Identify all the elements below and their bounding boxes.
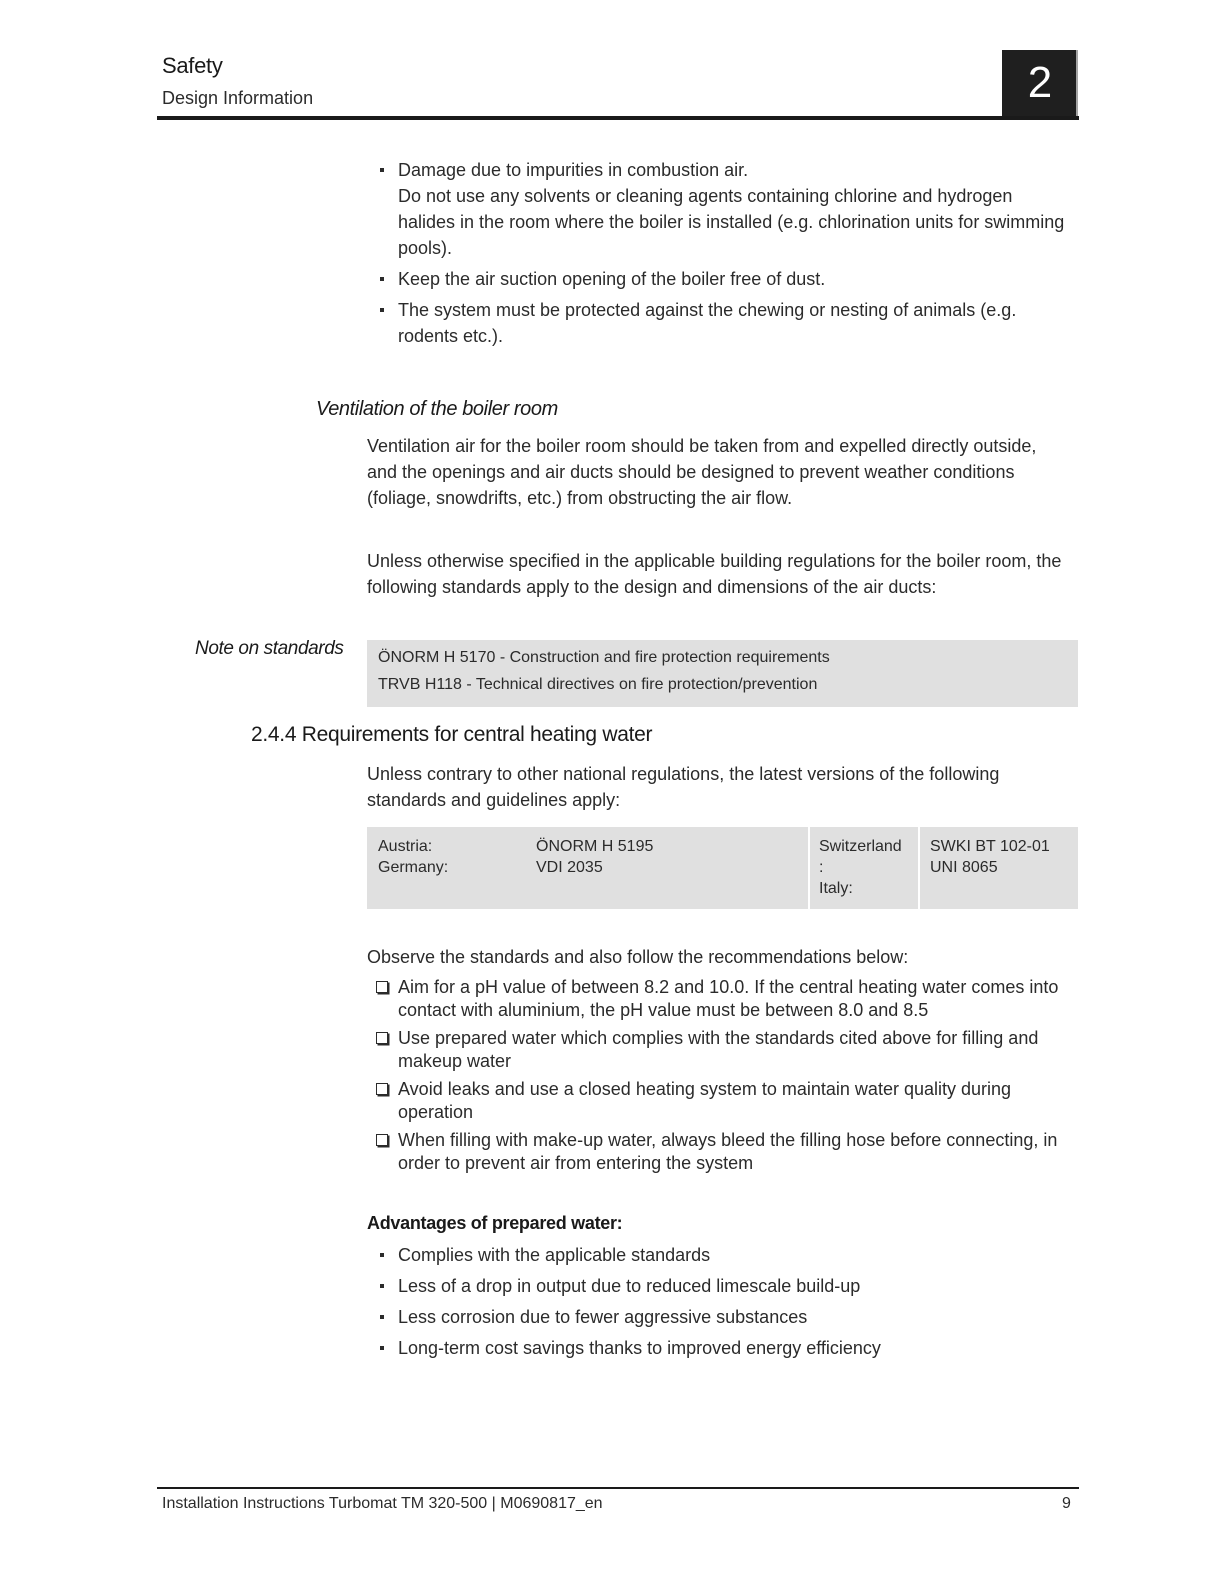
country-label: Switzerland [819,838,902,855]
recommendation-text: When filling with make-up water, always bleed the filling hose before connecting, in order to prevent air from entering the system [398,1130,1058,1173]
list-item [367,157,1067,261]
table-cell [810,827,918,909]
standard-line: ÖNORM H 5170 - Construction and fire protection requirements [378,649,830,666]
footer-divider [157,1487,1079,1489]
table-cell [920,827,1078,909]
bullet-detail: Do not use any solvents or cleaning agents containing chlorine and hydrogen halides in the room where the boiler is installed (e.g. chlorination units for swimming pools). [398,186,1065,258]
chapter-title: Safety [162,53,223,78]
list-item [367,297,1067,349]
section-intro-paragraph: Unless contrary to other national regulations, the latest versions of the following standards and guidelines apply: [367,764,1000,810]
recommendation-text: Avoid leaks and use a closed heating system to maintain water quality during operation [398,1079,1012,1122]
checkbox-square-icon [376,1083,388,1095]
checkbox-square-icon [376,981,388,993]
bullet-line: Keep the air suction opening of the boiler free of dust. [398,269,826,289]
note-on-standards-label: Note on standards [195,638,344,659]
list-item [367,1129,1067,1175]
list-item [367,266,1067,292]
list-item: Less of a drop in output due to reduced limescale build-up [367,1273,1067,1299]
national-standards-table [367,827,1078,909]
country-label: Germany: [378,859,449,876]
section-subtitle: Design Information [162,88,314,108]
list-item [367,976,1067,1022]
advantages-list [367,1242,1067,1361]
checkbox-square-icon [376,1134,388,1146]
standard-line: TRVB H118 - Technical directives on fire protection/prevention [378,676,818,693]
list-item: Complies with the applicable standards [367,1242,1067,1268]
advantages-heading: Advantages of prepared water: [367,1213,623,1233]
table-cell [367,827,808,909]
chapter-number-badge: 2 [1002,50,1078,120]
list-item: Long-term cost savings thanks to improved energy efficiency [367,1335,1067,1361]
header-divider [157,116,1079,120]
standard-code: VDI 2035 [536,859,603,876]
section-heading: 2.4.4 Requirements for central heating water [251,723,653,746]
list-item [367,1027,1067,1073]
page-number: 9 [1062,1495,1071,1512]
bullet-line: Damage due to impurities in combustion air. [398,160,749,180]
bullet-line: The system must be protected against the chewing or nesting of animals (e.g. rodents etc.). [398,300,1017,346]
footer-document-title: Installation Instructions Turbomat TM 320-500 | M0690817_en [162,1495,603,1512]
list-item [367,1078,1067,1124]
ventilation-heading: Ventilation of the boiler room [316,398,558,420]
list-item: Less corrosion due to fewer aggressive substances [367,1304,1067,1330]
standards-intro-paragraph: Unless otherwise specified in the applicable building regulations for the boiler room, the following standards apply to the design and dimensions of the air ducts: [367,551,1062,597]
recommendations-list [367,976,1067,1180]
country-label: Austria: [378,838,433,855]
standard-code: UNI 8065 [930,859,998,876]
note-on-standards-box [367,640,1078,707]
country-label: : [819,859,824,876]
standard-code: ÖNORM H 5195 [536,838,654,855]
ventilation-paragraph: Ventilation air for the boiler room should be taken from and expelled directly outside, and the openings and air ducts should be designed to prevent weather conditions (foliage, snowdrifts, etc.) from obstructing the air flow. [367,436,1037,508]
impurities-bullet-list [367,157,1067,349]
country-label: Italy: [819,880,853,897]
recommendation-text: Aim for a pH value of between 8.2 and 10.0. If the central heating water comes into contact with aluminium, the pH value must be between 8.0 and 8.5 [398,977,1059,1020]
checkbox-square-icon [376,1032,388,1044]
recommendation-text: Use prepared water which complies with the standards cited above for filling and makeup water [398,1028,1039,1071]
observe-text: Observe the standards and also follow the recommendations below: [367,947,909,967]
standard-code: SWKI BT 102-01 [930,838,1050,855]
